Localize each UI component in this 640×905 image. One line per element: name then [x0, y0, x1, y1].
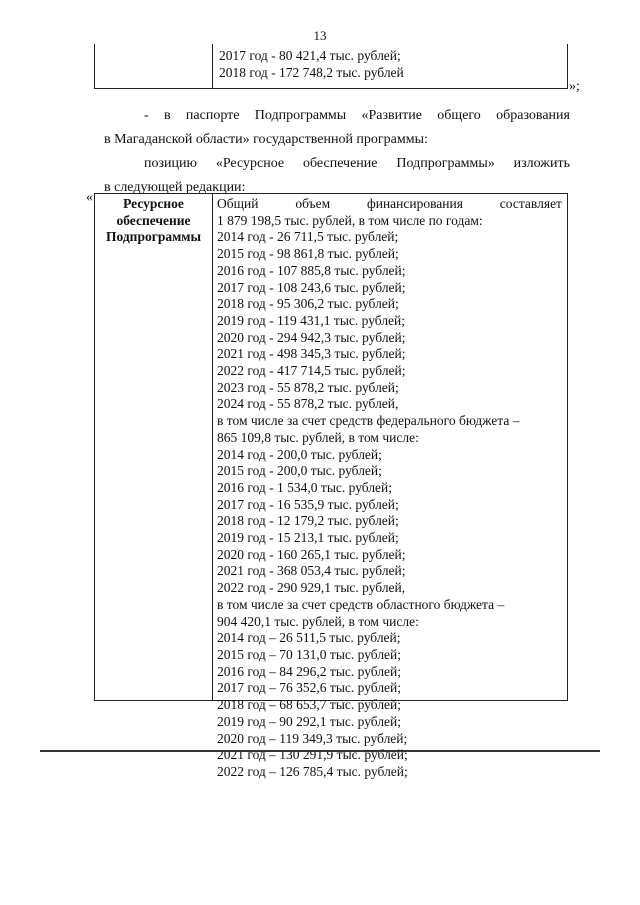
word: паспорте: [185, 108, 240, 123]
content-line: 2021 год - 498 345,3 тыс. рублей;: [217, 346, 406, 362]
continued-table: [94, 44, 568, 89]
table-line: 2017 год - 80 421,4 тыс. рублей;: [219, 48, 401, 63]
content-line: 2018 год - 95 306,2 тыс. рублей;: [217, 296, 399, 312]
resource-table: [94, 193, 568, 779]
word: «Ресурсное: [215, 156, 285, 171]
content-line: 2023 год - 55 878,2 тыс. рублей;: [217, 379, 399, 395]
content-line: 2014 год – 26 511,5 тыс. рублей;: [217, 630, 401, 646]
word: в: [163, 108, 171, 123]
instruction-line-2: в Магаданской области» государственной программы:: [104, 132, 428, 147]
table-column-divider: [212, 44, 213, 88]
instruction-paragraph: [104, 104, 570, 200]
content-line: 2019 год - 119 431,1 тыс. рублей;: [217, 312, 406, 328]
content-line: 2015 год - 98 861,8 тыс. рублей;: [217, 246, 399, 262]
content-line: 2016 год - 1 534,0 тыс. рублей;: [217, 479, 393, 495]
word: Подпрограммы»: [396, 156, 495, 171]
instruction-line-1: [104, 104, 570, 128]
content-line: 904 420,1 тыс. рублей, в том числе:: [217, 613, 419, 629]
content-line: 2015 год - 200,0 тыс. рублей;: [217, 463, 382, 479]
content-line: 2016 год - 107 885,8 тыс. рублей;: [217, 262, 406, 278]
label-line: Ресурсное: [123, 196, 184, 211]
content-line: 2020 год - 160 265,1 тыс. рублей;: [217, 546, 406, 562]
footer-rule: [40, 750, 600, 752]
content-line: 2019 год – 90 292,1 тыс. рублей;: [217, 713, 402, 729]
content-line: 2019 год - 15 213,1 тыс. рублей;: [217, 530, 399, 546]
word: составляет: [499, 196, 562, 211]
content-line: 2020 год - 294 942,3 тыс. рублей;: [217, 329, 406, 345]
word: финансирования: [366, 196, 463, 211]
page-number: 13: [313, 28, 327, 43]
content-line: 2022 год – 126 785,4 тыс. рублей;: [217, 763, 408, 779]
content-line: 1 879 198,5 тыс. рублей, в том числе по годам:: [217, 212, 483, 228]
table-content-cell: [217, 196, 562, 781]
content-line: 2018 год – 68 653,7 тыс. рублей;: [217, 697, 402, 713]
instruction-line-4: в следующей редакции:: [104, 180, 246, 195]
word: объем: [295, 196, 331, 211]
content-line: 2017 год - 16 535,9 тыс. рублей;: [217, 496, 399, 512]
word: Подпрограммы: [254, 108, 347, 123]
word: «Развитие: [361, 108, 422, 123]
content-line: 865 109,8 тыс. рублей, в том числе:: [217, 429, 419, 445]
word: Общий: [217, 196, 259, 211]
table-column-divider: [212, 194, 213, 700]
content-line: 2017 год – 76 352,6 тыс. рублей;: [217, 680, 402, 696]
content-line: 2022 год - 290 929,1 тыс. рублей,: [217, 580, 406, 596]
word: позицию: [144, 156, 197, 171]
table-line: 2018 год - 172 748,2 тыс. рублей: [219, 65, 404, 80]
content-line: 2021 год – 130 291,9 тыс. рублей;: [217, 747, 408, 763]
content-line: в том числе за счет средств федерального бюджета –: [217, 413, 520, 429]
content-first-line: [217, 196, 562, 213]
content-line: 2017 год - 108 243,6 тыс. рублей;: [217, 279, 406, 295]
word: -: [144, 108, 149, 123]
word: общего: [437, 108, 481, 123]
instruction-line-3: [104, 152, 570, 176]
continued-table-cell: [219, 47, 404, 81]
opening-quote-mark: «: [86, 190, 93, 205]
word: обеспечение: [302, 156, 378, 171]
content-line: 2016 год – 84 296,2 тыс. рублей;: [217, 663, 402, 679]
label-line: обеспечение: [116, 212, 191, 228]
content-line: 2014 год - 200,0 тыс. рублей;: [217, 446, 382, 462]
content-line: 2024 год - 55 878,2 тыс. рублей,: [217, 396, 399, 412]
content-line: 2018 год - 12 179,2 тыс. рублей;: [217, 513, 399, 529]
word: изложить: [513, 156, 570, 171]
content-line: 2022 год - 417 714,5 тыс. рублей;: [217, 363, 406, 379]
label-line: Подпрограммы: [105, 229, 202, 244]
word: образования: [496, 108, 570, 123]
content-line: 2014 год - 26 711,5 тыс. рублей;: [217, 229, 399, 245]
content-line: 2015 год – 70 131,0 тыс. рублей;: [217, 646, 402, 662]
table-label-cell: [95, 196, 212, 246]
content-line: 2020 год – 119 349,3 тыс. рублей;: [217, 730, 408, 746]
content-line: в том числе за счет средств областного бюджета –: [217, 596, 505, 612]
content-line: 2021 год - 368 053,4 тыс. рублей;: [217, 563, 406, 579]
closing-quote-mark: »;: [569, 79, 580, 94]
